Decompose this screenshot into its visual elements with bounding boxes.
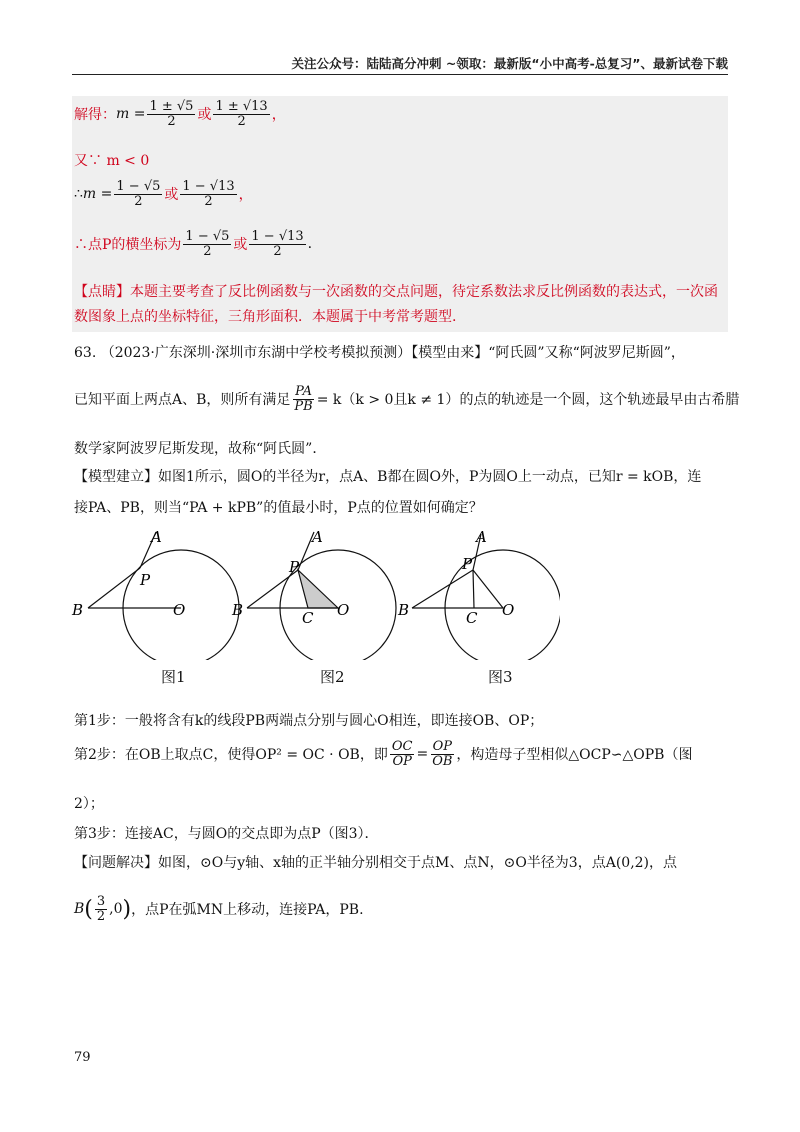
comma-2: ，	[238, 187, 253, 204]
oc-op-fraction: $\frac{OC}{OP}$	[391, 739, 413, 769]
step-1: 第1步：一般将含有k的线段PB两端点分别与圆心O相连，即连接OB、OP；	[74, 713, 544, 729]
fraction-3: $\frac{1 - √5}{2}$	[116, 179, 161, 209]
problem-line-2	[74, 385, 739, 413]
model-build-tag: 【模型建立】	[74, 469, 158, 485]
solution-line-2: 又∵ m < 0	[74, 153, 150, 169]
fig3-label-a: A	[476, 528, 487, 546]
model-origin-text: “阿氏圆”又称“阿波罗尼斯圆”，	[488, 345, 685, 361]
model-build-line-2: 接PA、PB，则当“PA + kPB”的值最小时，P点的位置如何确定？	[74, 500, 483, 516]
line2-condition: = k（k > 0且k ≠ 1）	[316, 392, 460, 409]
x-coordinate-text: ∴点P的横坐标为	[74, 237, 182, 254]
comma: ，	[271, 107, 286, 124]
period: .	[307, 236, 313, 253]
header-divider	[72, 74, 728, 75]
step-2-line: 第2步：在OB上取点C，使得OP² = OC · OB，即 $\frac{OC}{OP}$ = $\frac{OP}{OB}$ ，构造母子型相似△OCP∽△OPB（图	[74, 739, 693, 769]
fig1-line-bp	[88, 568, 140, 608]
fig3-label-b: B	[398, 601, 410, 619]
problem-number: 63.	[74, 345, 97, 361]
solution-line-4	[74, 230, 312, 258]
solve-text-2-post: ，点P在弧MN上移动，连接PA，PB.	[131, 902, 364, 919]
therefore-symbol: ∴	[74, 186, 83, 203]
fig3-label-c: C	[466, 609, 478, 627]
or-text-3: 或	[233, 237, 248, 254]
solve-tag: 【问题解决】	[74, 855, 158, 871]
pa-pb-fraction: $\frac{PA}{PB}$	[294, 384, 313, 414]
figures-svg	[60, 520, 560, 660]
fig1-label-o: O	[173, 601, 186, 619]
point-b: B	[74, 901, 85, 918]
or-text: 或	[197, 107, 212, 124]
comment-tag: 【点睛】	[74, 284, 130, 300]
problem-source: （2023·广东深圳·深圳市东湖中学校考模拟预测）	[100, 345, 412, 361]
or-text-2: 或	[164, 187, 179, 204]
solution-line-3	[74, 180, 253, 208]
problem-header	[74, 342, 685, 362]
figure-2	[231, 528, 396, 660]
problem-solve-line-2: B ( $\frac{3}{2}$ ,0 ) ，点P在弧MN上移动，连接PA，PB.	[74, 894, 364, 924]
caption-fig1: 图1	[161, 668, 186, 686]
three-halves-fraction: $\frac{3}{2}$	[96, 894, 106, 924]
model-build-text: 如图1所示，圆O的半径为r，点A、B都在圆O外，P为圆O上一动点，已知r = kOB，连	[158, 469, 702, 485]
step-2-post: ，构造母子型相似△OCP∽△OPB（图	[456, 747, 693, 764]
fig2-label-a: A	[312, 528, 323, 546]
fig3-label-p: P	[462, 555, 473, 573]
solution-label: 解得：	[74, 107, 116, 124]
figure-1	[71, 528, 239, 660]
fig2-label-p: P	[289, 558, 300, 576]
problem-solve-line	[74, 852, 677, 872]
model-origin-tag: 【模型由来】	[411, 345, 489, 361]
fraction-6: $\frac{1 - √13}{2}$	[251, 229, 304, 259]
page-number: 79	[74, 1050, 91, 1065]
solution-line-1	[74, 100, 286, 128]
fig3-line-bp	[412, 570, 473, 608]
figure-3	[397, 528, 560, 660]
fraction-2: $\frac{1 \pm √13}{2}$	[215, 99, 268, 129]
step-2-pre: 第2步：在OB上取点C，使得OP² = OC · OB，即	[74, 747, 388, 764]
fig2-label-o: O	[337, 601, 350, 619]
fig3-line-ac	[473, 570, 474, 608]
fig1-label-a: A	[151, 528, 162, 546]
fig2-label-b: B	[232, 601, 244, 619]
m-equals: m =	[116, 106, 146, 123]
m-equals-2: m =	[82, 186, 113, 203]
line2-pre: 已知平面上两点A、B，则所有满足	[74, 392, 291, 409]
step-3: 第3步：连接AC，与圆O的交点即为点P（图3）．	[74, 826, 379, 842]
model-build-line	[74, 466, 701, 486]
fig3-label-o: O	[502, 601, 515, 619]
caption-fig2: 图2	[320, 668, 345, 686]
line2-post: 的点的轨迹是一个圆，这个轨迹最早由古希腊	[459, 392, 740, 409]
problem-line-3: 数学家阿波罗尼斯发现，故称“阿氏圆”．	[74, 441, 327, 457]
fraction-1: $\frac{1 \pm √5}{2}$	[149, 99, 194, 129]
fig2-triangle-ocp	[298, 570, 338, 608]
comment-text: 本题主要考查了反比例函数与一次函数的交点问题，待定系数法求反比例函数的表达式，一次函数图象上点的坐标特征，三角形面积．本题属于中考常考题型.	[74, 284, 718, 325]
fig1-label-p: P	[140, 571, 151, 589]
page-header: 关注公众号：陆陆高分冲刺 ~领取：最新版“小中高考-总复习”、最新试卷下载	[291, 56, 728, 71]
step-2-end: 2）；	[74, 796, 104, 812]
fig1-label-b: B	[72, 601, 84, 619]
solve-text: 如图，⊙O与y轴、x轴的正半轴分别相交于点M、点N，⊙O半径为3，点A(0,2)，点	[158, 855, 678, 871]
fraction-4: $\frac{1 - √13}{2}$	[182, 179, 235, 209]
caption-fig3: 图3	[488, 668, 513, 686]
fig2-label-c: C	[302, 609, 314, 627]
fig3-line-po	[473, 570, 503, 608]
op-ob-fraction: $\frac{OP}{OB}$	[432, 739, 453, 769]
fraction-5: $\frac{1 - √5}{2}$	[185, 229, 230, 259]
comment-paragraph	[74, 280, 728, 330]
